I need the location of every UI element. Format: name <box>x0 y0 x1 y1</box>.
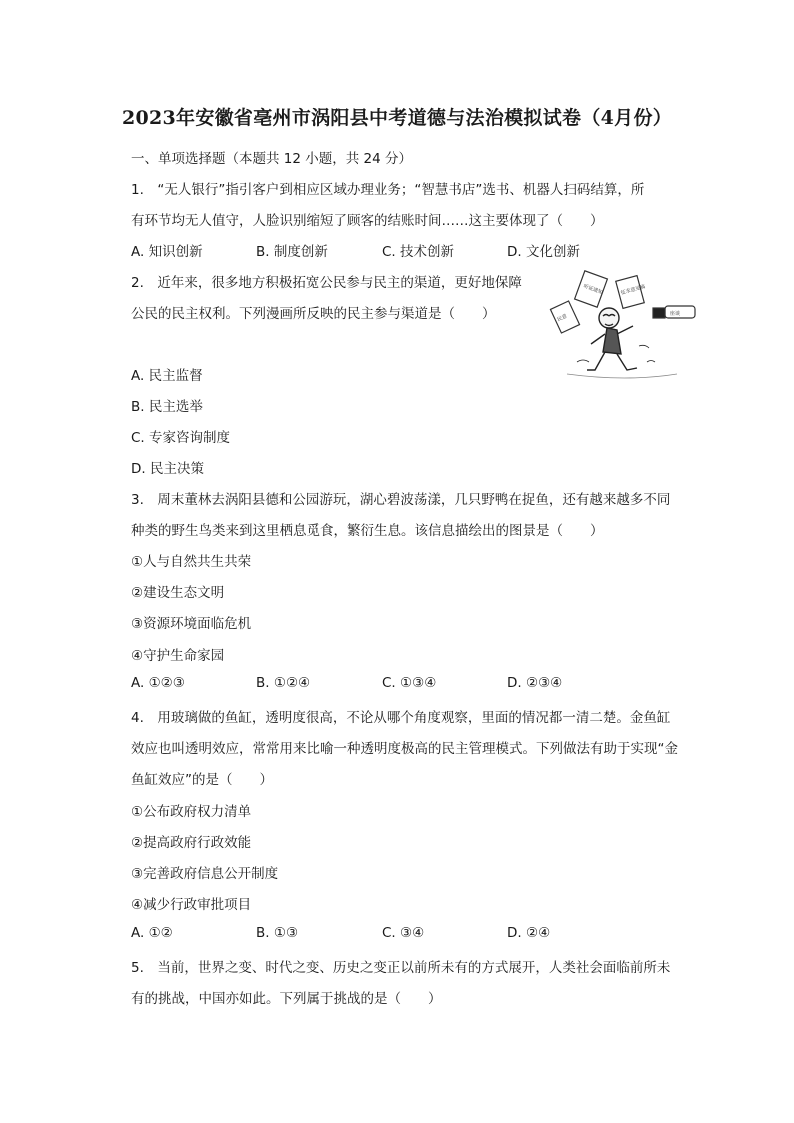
q3-item-3: ③资源环境面临危机 <box>131 616 252 632</box>
q3-item-4: ④守护生命家园 <box>131 648 225 664</box>
q2-stem-line2: 公民的民主权利。下列漫画所反映的民主参与渠道是（ ） <box>131 306 496 322</box>
q4-stem-line2: 效应也叫透明效应，常常用来比喻一种透明度极高的民主管理模式。下列做法有助于实现“金 <box>131 741 678 757</box>
q2-option-b: B. 民主选举 <box>131 399 203 415</box>
q4-option-c: C. ③④ <box>382 925 425 941</box>
q4-stem-line3: 鱼缸效应”的是（ ） <box>131 772 273 788</box>
exam-title: 2023年安徽省亳州市涡阳县中考道德与法治模拟试卷（4月份） <box>121 107 673 129</box>
q3-option-c: C. ①③④ <box>382 675 437 691</box>
q1-option-d: D. 文化创新 <box>507 244 580 260</box>
q4-option-a: A. ①② <box>131 925 173 941</box>
q2-option-a: A. 民主监督 <box>131 368 203 384</box>
q1-option-b: B. 制度创新 <box>256 244 328 260</box>
ground-line <box>567 374 677 378</box>
q2-option-d: D. 民主决策 <box>131 461 204 477</box>
q5-stem-line2: 有的挑战，中国亦如此。下列属于挑战的是（ ） <box>131 991 442 1007</box>
q1-stem-line1: 1. “无人银行”指引客户到相应区域办理业务；“智慧书店”选书、机器人扫码结算，所 <box>131 182 645 198</box>
q2-option-c: C. 专家咨询制度 <box>131 430 231 446</box>
running-man-figure <box>577 308 655 370</box>
q3-option-a: A. ①②③ <box>131 675 185 691</box>
cartoon-label: 征求意见稿 <box>620 283 646 297</box>
q2-stem-line1: 2. 近年来，很多地方积极拓宽公民参与民主的渠道，更好地保障 <box>131 275 522 291</box>
q3-item-1: ①人与自然共生共荣 <box>131 554 252 570</box>
cartoon-label: 民意 <box>556 313 569 324</box>
q4-item-2: ②提高政府行政效能 <box>131 835 252 851</box>
q1-option-c: C. 技术创新 <box>382 244 455 260</box>
q3-stem-line2: 种类的野生鸟类来到这里栖息觅食，繁衍生息。该信息描绘出的图景是（ ） <box>131 523 604 539</box>
q4-item-3: ③完善政府信息公开制度 <box>131 866 279 882</box>
q4-option-b: B. ①③ <box>256 925 299 941</box>
q4-item-4: ④减少行政审批项目 <box>131 897 252 913</box>
q4-item-1: ①公布政府权力清单 <box>131 804 252 820</box>
cartoon-label: 座谈 <box>670 311 681 317</box>
section-heading: 一、单项选择题（本题共 12 小题，共 24 分） <box>131 151 413 167</box>
q3-stem-line1: 3. 周末董林去涡阳县德和公园游玩，湖心碧波荡漾，几只野鸭在捉鱼，还有越来越多不同 <box>131 492 671 508</box>
q3-option-d: D. ②③④ <box>507 675 563 691</box>
cartoon-image <box>547 266 699 384</box>
cartoon-label: 听证通知 <box>582 283 604 296</box>
q1-stem-line2: 有环节均无人值守，人脸识别缩短了顾客的结账时间……这主要体现了（ ） <box>131 213 604 229</box>
q4-option-d: D. ②④ <box>507 925 551 941</box>
q3-option-b: B. ①②④ <box>256 675 311 691</box>
q4-stem-line1: 4. 用玻璃做的鱼缸，透明度很高，不论从哪个角度观察，里面的情况都一清二楚。金鱼缸 <box>131 710 671 726</box>
camera-icon <box>653 308 665 318</box>
q1-option-a: A. 知识创新 <box>131 244 203 260</box>
q5-stem-line1: 5. 当前，世界之变、时代之变、历史之变正以前所未有的方式展开，人类社会面临前所未 <box>131 960 671 976</box>
q3-item-2: ②建设生态文明 <box>131 585 225 601</box>
